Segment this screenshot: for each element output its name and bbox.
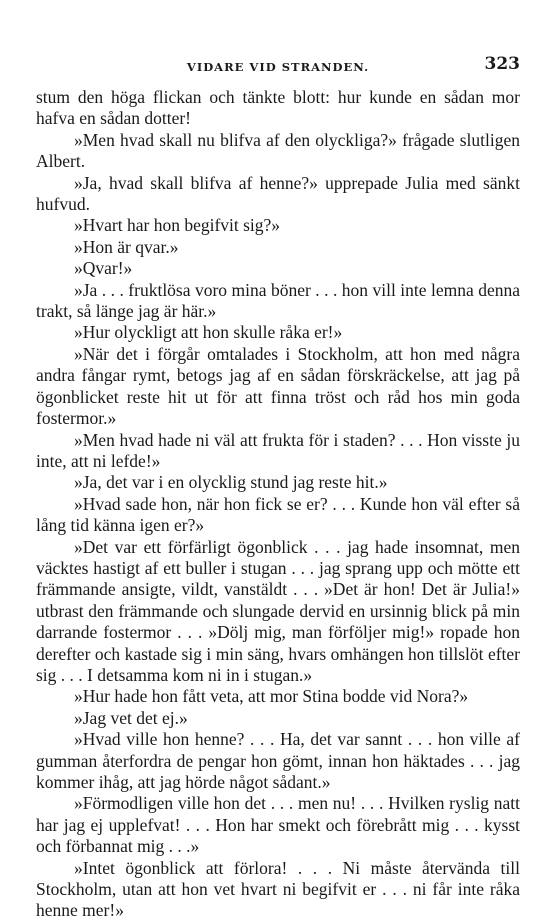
paragraph: »Ja . . . fruktlösa voro mina böner . . . hon vill inte lemna denna trakt, så länge jag är här.» xyxy=(36,279,520,322)
paragraph: »Qvar!» xyxy=(74,258,133,279)
paragraph: »Hvart har hon begifvit sig?» xyxy=(74,215,281,236)
paragraph: »Hur hade hon fått veta, att mor Stina bodde vid Nora?» xyxy=(74,686,469,707)
page-number: 323 xyxy=(484,54,520,74)
paragraph: »Hur olyckligt att hon skulle råka er!» xyxy=(74,322,343,343)
paragraph: »Ja, hvad skall blifva af henne?» upprepade Julia med sänkt hufvud. xyxy=(36,172,520,215)
paragraph: »Hon är qvar.» xyxy=(74,236,179,257)
paragraph: »Det var ett förfärligt ögonblick . . . jag hade insomnat, men väcktes hastigt af ett buller i stugan . . . jag sprang upp och mötte ett främmande ansigte, vildt, vanstäldt . . . »Det är hon! Det är Julia!» utbrast den främmande och slungade dervid en ursinnig blick på min darrande fostermor . . . »Dölj mig, man förföljer mig!» ropade hon derefter och kastade sig i min säng, hvars omhängen hon tillslöt efter sig . . . I detsamma kom ni in i stugan.» xyxy=(36,536,520,685)
paragraph: »Ja, det var i en olycklig stund jag reste hit.» xyxy=(74,472,388,493)
paragraph: »Hvad ville hon henne? . . . Ha, det var sannt . . . hon ville af gumman återfordra de pengar hon gömt, innan hon häktades . . . jag kommer ihåg, att jag hörde något sådant.» xyxy=(36,729,520,792)
body-text xyxy=(36,87,520,922)
paragraph: »Men hvad skall nu blifva af den olyckliga?» frågade slutligen Albert. xyxy=(36,129,520,172)
paragraph: »Hvad sade hon, när hon fick se er? . . . Kunde hon väl efter så lång tid känna igen er?» xyxy=(36,493,520,536)
paragraph: »Intet ögonblick att förlora! . . . Ni måste återvända till Stockholm, utan att hon vet hvart ni begifvit er . . . ni får inte råka henne mer!» xyxy=(36,857,520,921)
page-header xyxy=(36,52,520,74)
paragraph: stum den höga flickan och tänkte blott: hur kunde en sådan mor hafva en sådan dotter! xyxy=(36,87,520,129)
paragraph: »Men hvad hade ni väl att frukta för i staden? . . . Hon visste ju inte, att ni lefde!» xyxy=(36,429,520,471)
paragraph: »Jag vet det ej.» xyxy=(74,707,188,728)
paragraph: »Förmodligen ville hon det . . . men nu! . . . Hvilken ryslig natt har jag ej upplefvat! . . . Hon har smekt och förebrått mig . . . kysst och förbannat mig . . .» xyxy=(36,793,520,857)
running-title: VIDARE VID STRANDEN. xyxy=(186,60,370,74)
paragraph: »När det i förgår omtalades i Stockholm, att hon med några andra fångar rymt, betogs jag af en sådan förskräckelse, att jag på ögonblicket reste hit ut för att finna tröst och råd hos min goda fostermor.» xyxy=(36,343,520,429)
